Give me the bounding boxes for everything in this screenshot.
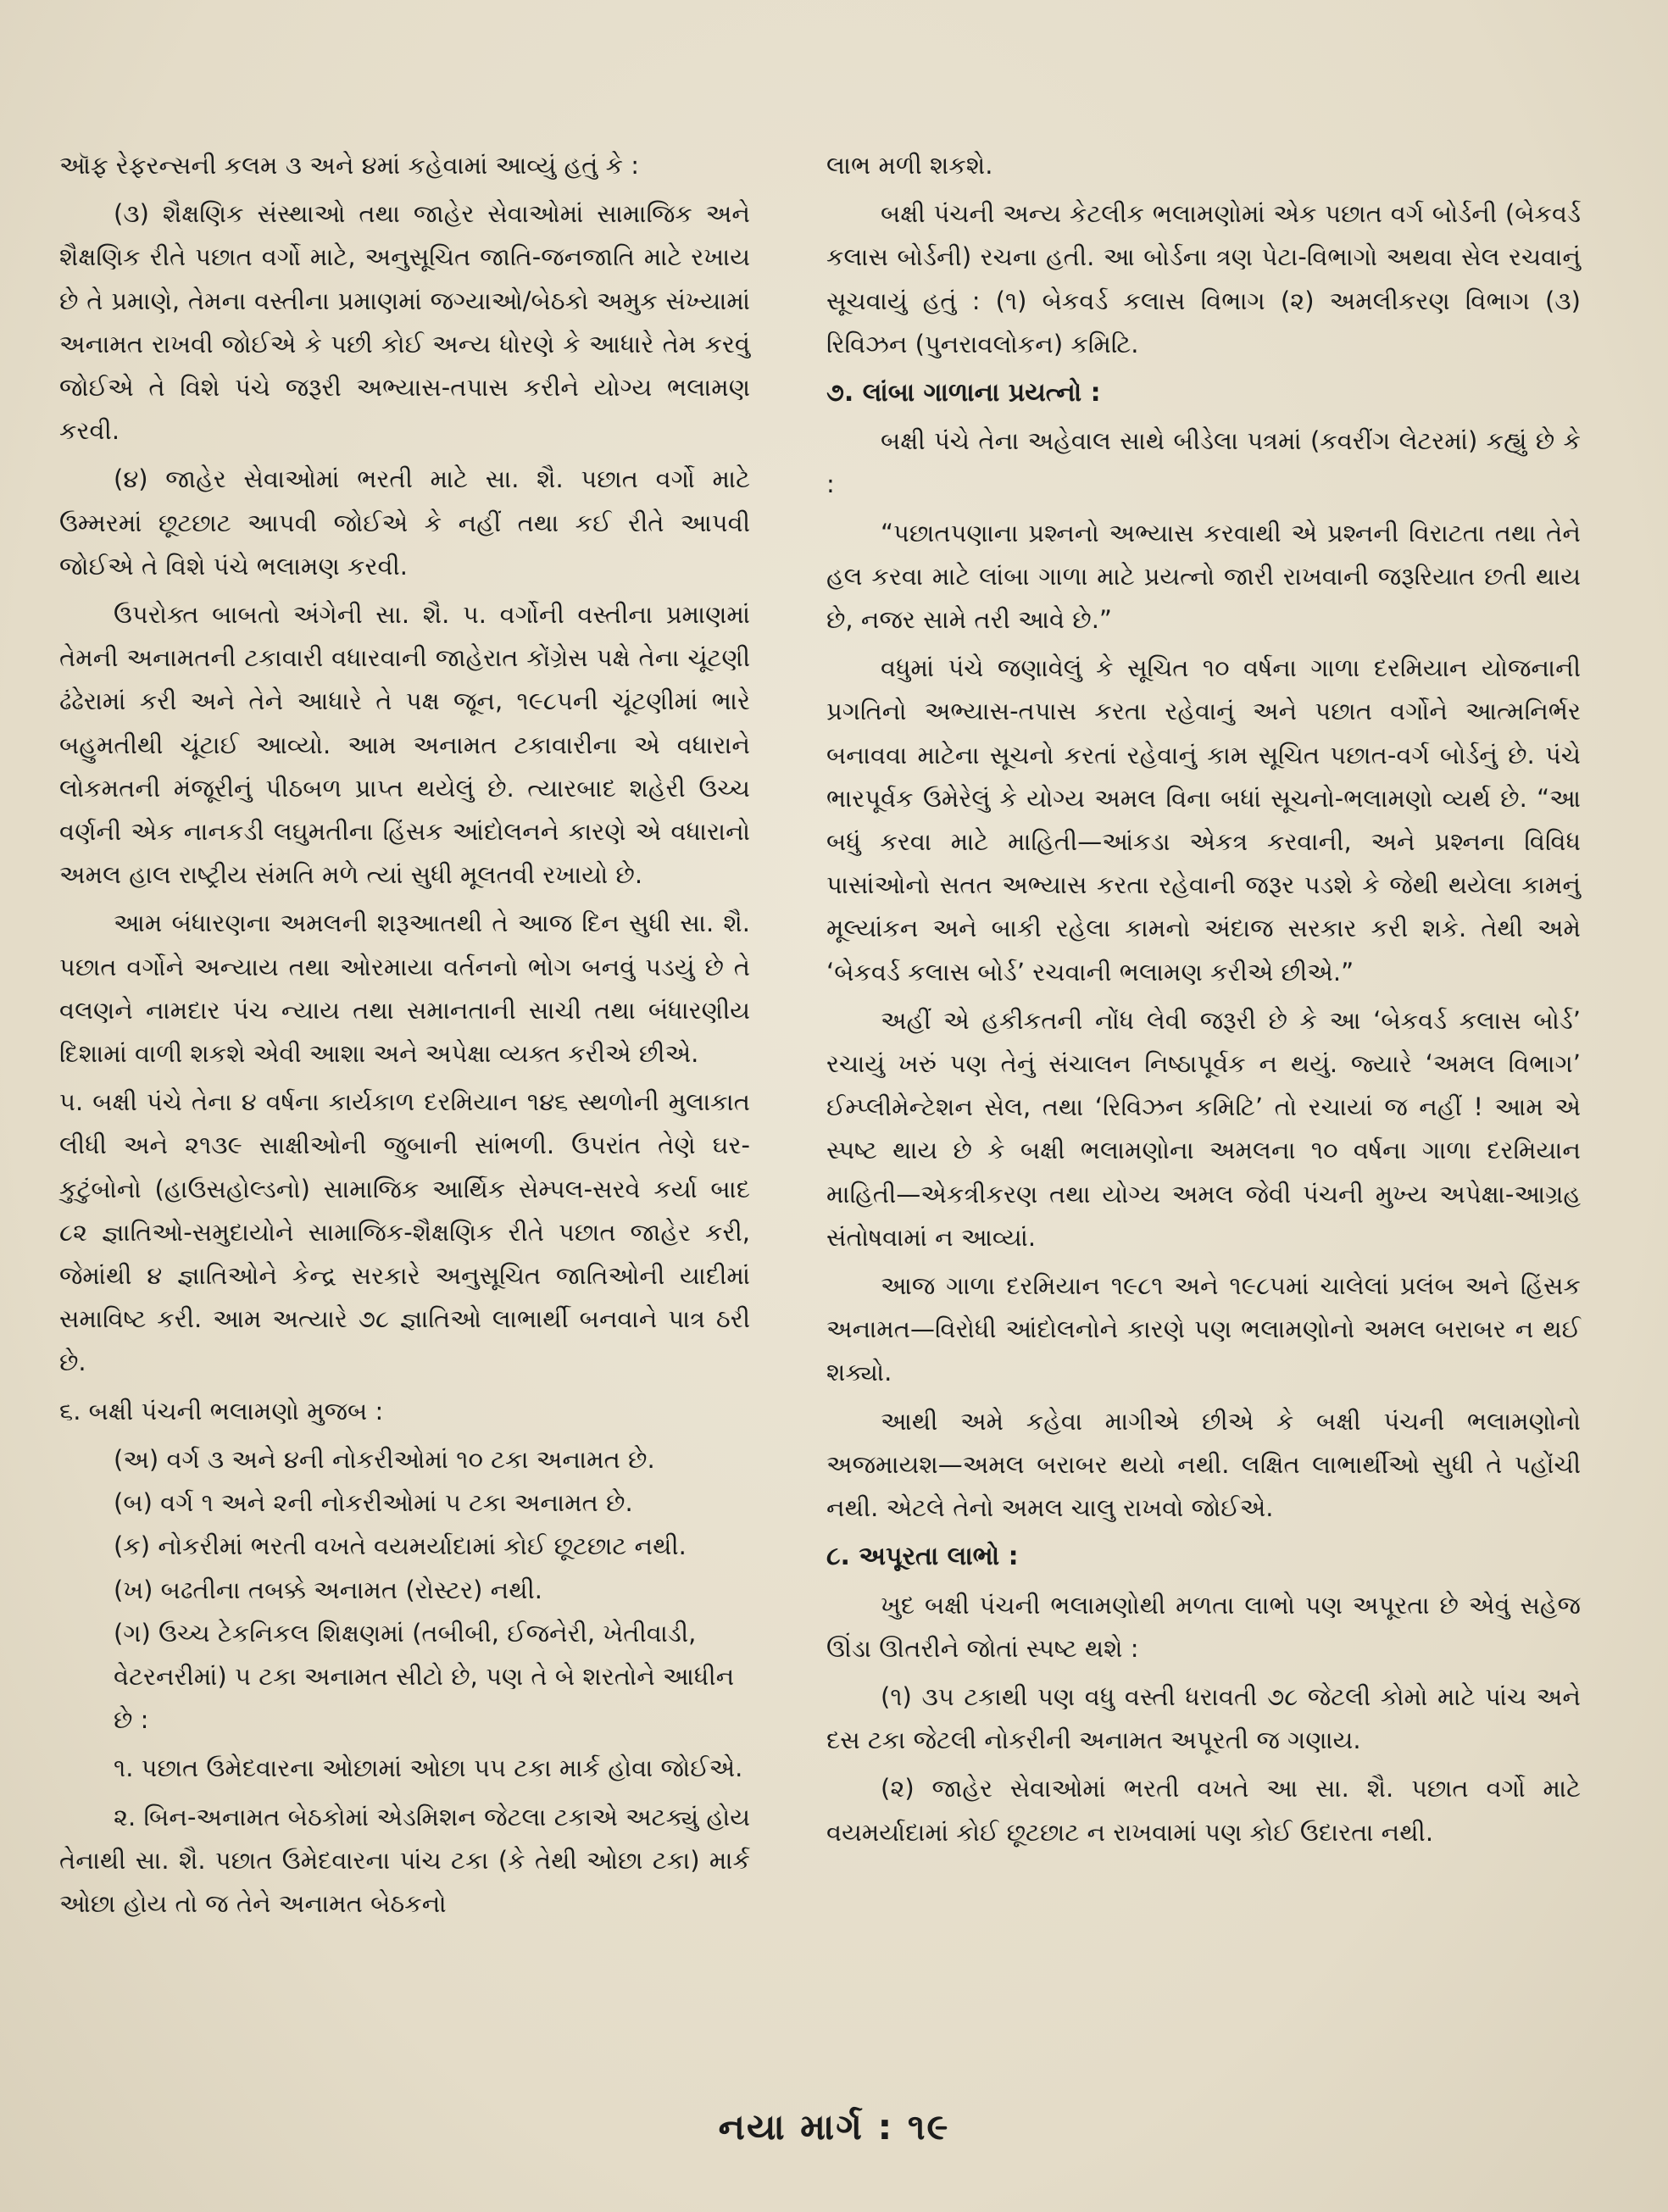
paragraph: બક્ષી પંચે તેના અહેવાલ સાથે બીડેલા પત્રમાં (કવરીંગ લેટરમાં) કહ્યું છે કે : [826, 426, 1581, 499]
paragraph: ૬. બક્ષી પંચની ભલામણો મુજબ : [59, 1396, 384, 1426]
paragraph: અહીં એ હકીકતની નોંધ લેવી જરૂરી છે કે આ ‘બેકવર્ડ કલાસ બોર્ડ’ રચાયું ખરું પણ તેનું સંચાલન નિષ્ઠાપૂર્વક ન થયું. જ્યારે ‘અમલ વિભાગ’ ઈમ્પ્લીમેન્ટેશન સેલ, તથા ‘રિવિઝન કમિટિ’ તો રચાયાં જ નહીં ! આમ એ સ્પષ્ટ થાય છે કે બક્ષી ભલામણોના અમલના ૧૦ વર્ષના ગાળા દરમિયાન માહિતી—એકત્રીકરણ તથા યોગ્ય અમલ જેવી પંચની મુખ્ય અપેક્ષા-આગ્રહ સંતોષવામાં ન આવ્યાં. [826, 1005, 1581, 1252]
page-footer: નયા માર્ગ : ૧૯ [718, 2106, 950, 2148]
paragraph: આજ ગાળા દરમિયાન ૧૯૮૧ અને ૧૯૮૫માં ચાલેલાં પ્રલંબ અને હિંસક અનામત—વિરોધી આંદોલનોને કારણે પણ ભલામણોનો અમલ બરાબર ન થઈ શક્યો. [826, 1271, 1581, 1387]
paragraph: લાભ મળી શકશે. [826, 151, 993, 180]
paragraph: આમ બંધારણના અમલની શરૂઆતથી તે આજ દિન સુધી સા. શૈ. પછાત વર્ગોને અન્યાય તથા ઓરમાયા વર્તનનો ભોગ બનવું પડયું છે તે વલણને નામદાર પંચ ન્યાય તથા સમાનતાની સાચી તથા બંધારણીય દિશામાં વાળી શકશે એવી આશા અને અપેક્ષા વ્યક્ત કરીએ છીએ. [59, 909, 750, 1069]
recommendation-list [59, 1438, 750, 1742]
paragraph: (૧) ૩૫ ટકાથી પણ વધુ વસ્તી ધરાવતી ૭૮ જેટલી કોમો માટે પાંચ અને દસ ટકા જેટલી નોકરીની અનામત અપૂરતી જ ગણાય. [826, 1681, 1581, 1755]
list-item: (બ) વર્ગ ૧ અને ૨ની નોકરીઓમાં ૫ ટકા અનામત છે. [114, 1488, 633, 1518]
list-item: (અ) વર્ગ ૩ અને ૪ની નોકરીઓમાં ૧૦ ટકા અનામત છે. [114, 1444, 655, 1474]
paragraph: ઑફ રેફરન્સની કલમ ૩ અને ૪માં કહેવામાં આવ્યું હતું કે : [59, 151, 640, 180]
paragraph: વધુમાં પંચે જણાવેલું કે સૂચિત ૧૦ વર્ષના ગાળા દરમિયાન યોજનાની પ્રગતિનો અભ્યાસ-તપાસ કરતા રહેવાનું અને પછાત વર્ગોને આત્મનિર્ભર બનાવવા માટેના સૂચનો કરતાં રહેવાનું કામ સૂચિત પછાત-વર્ગ બોર્ડનું છે. પંચે ભારપૂર્વક ઉમેરેલું કે યોગ્ય અમલ વિના બધાં સૂચનો-ભલામણો વ્યર્થ છે. “આ બધું કરવા માટે માહિતી—આંકડા એકત્ર કરવાની, અને પ્રશ્નના વિવિધ પાસાંઓનો સતત અભ્યાસ કરતા રહેવાની જરૂર પડશે કે જેથી થયેલા કામનું મૂલ્યાંકન અને બાકી રહેલા કામનો અંદાજ સરકાર કરી શકે. તેથી અમે ‘બેકવર્ડ કલાસ બોર્ડ’ રચવાની ભલામણ કરીએ છીએ.” [826, 653, 1581, 987]
right-column [826, 144, 1581, 1859]
paragraph: ખુદ બક્ષી પંચની ભલામણોથી મળતા લાભો પણ અપૂરતા છે એવું સહેજ ઊંડા ઊતરીને જોતાં સ્પષ્ટ થશે : [826, 1590, 1581, 1663]
left-column [59, 144, 750, 1931]
section-heading: ૮. અપૂરતા લાભો : [826, 1542, 1019, 1572]
paragraph: ૨. બિન-અનામત બેઠકોમાં એડમિશન જેટલા ટકાએ અટક્યું હોય તેનાથી સા. શૈ. પછાત ઉમેદવારના પાંચ ટકા (કે તેથી ઓછા ટકા) માર્ક ઓછા હોય તો જ તેને અનામત બેઠકનો [59, 1802, 750, 1918]
section-heading: ૭. લાંબા ગાળાના પ્રયત્નો : [826, 378, 1101, 408]
list-item: (ક) નોકરીમાં ભરતી વખતે વયમર્યાદામાં કોઈ છૂટછાટ નથી. [114, 1531, 687, 1561]
paragraph: બક્ષી પંચની અન્ય કેટલીક ભલામણોમાં એક પછાત વર્ગ બોર્ડની (બેકવર્ડ કલાસ બોર્ડની) રચના હતી. આ બોર્ડના ત્રણ પેટા-વિભાગો અથવા સેલ રચવાનું સૂચવાયું હતું : (૧) બેકવર્ડ કલાસ વિભાગ (૨) અમલીકરણ વિભાગ (૩) રિવિઝન (પુનરાવલોકન) કમિટિ. [826, 199, 1581, 358]
paragraph: (૨) જાહેર સેવાઓમાં ભરતી વખતે આ સા. શૈ. પછાત વર્ગો માટે વયમર્યાદામાં કોઈ છૂટછાટ ન રાખવામાં પણ કોઈ ઉદારતા નથી. [826, 1774, 1581, 1847]
paragraph: ૫. બક્ષી પંચે તેના ૪ વર્ષના કાર્યકાળ દરમિયાન ૧૪૬ સ્થળોની મુલાકાત લીધી અને ૨૧૩૯ સાક્ષીઓની જુબાની સાંભળી. ઉપરાંત તેણે ઘર-કુટુંબોનો (હાઉસહોલ્ડનો) સામાજિક આર્થિક સેમ્પલ-સરવે કર્યા બાદ ૮૨ જ્ઞાતિઓ-સમુદાયોને સામાજિક-શૈક્ષણિક રીતે પછાત જાહેર કરી, જેમાંથી ૪ જ્ઞાતિઓને કેન્દ્ર સરકારે અનુસૂચિત જાતિઓની યાદીમાં સમાવિષ્ટ કરી. આમ અત્યારે ૭૮ જ્ઞાતિઓ લાભાર્થી બનવાને પાત્ર ઠરી છે. [59, 1087, 750, 1377]
list-item: (ગ) ઉચ્ચ ટેકનિકલ શિક્ષણમાં (તબીબી, ઈજનેરી, ખેતીવાડી, વેટરનરીમાં) ૫ ટકા અનામત સીટો છે, પણ તે બે શરતોને આધીન છે : [114, 1618, 735, 1735]
paragraph: આથી અમે કહેવા માગીએ છીએ કે બક્ષી પંચની ભલામણોનો અજમાયશ—અમલ બરાબર થયો નથી. લક્ષિત લાભાર્થીઓ સુધી તે પહોંચી નથી. એટલે તેનો અમલ ચાલુ રાખવો જોઈએ. [826, 1406, 1581, 1523]
list-item: (ખ) બઢતીના તબક્કે અનામત (રોસ્ટર) નથી. [114, 1575, 543, 1604]
paragraph: ઉપરોક્ત બાબતો અંગેની સા. શૈ. પ. વર્ગોની વસ્તીના પ્રમાણમાં તેમની અનામતની ટકાવારી વધારવાની જાહેરાત કોંગ્રેસ પક્ષે તેના ચૂંટણી ઢંઢેરામાં કરી અને તેને આધારે તે પક્ષ જૂન, ૧૯૮૫ની ચૂંટણીમાં ભારે બહુમતીથી ચૂંટાઈ આવ્યો. આમ અનામત ટકાવારીના એ વધારાને લોકમતની મંજૂરીનું પીઠબળ પ્રાપ્ત થયેલું છે. ત્યારબાદ શહેરી ઉચ્ચ વર્ણની એક નાનકડી લઘુમતીના હિંસક આંદોલનને કારણે એ વધારાનો અમલ હાલ રાષ્ટ્રીય સંમતિ મળે ત્યાં સુધી મૂલતવી રખાયો છે. [59, 600, 750, 890]
quote-paragraph: “પછાતપણાના પ્રશ્નનો અભ્યાસ કરવાથી એ પ્રશ્નની વિરાટતા તથા તેને હલ કરવા માટે લાંબા ગાળા માટે પ્રયત્નો જારી રાખવાની જરૂરિયાત છતી થાય છે, નજર સામે તરી આવે છે.” [826, 518, 1581, 635]
paragraph: (૩) શૈક્ષણિક સંસ્થાઓ તથા જાહેર સેવાઓમાં સામાજિક અને શૈક્ષણિક રીતે પછાત વર્ગો માટે, અનુસૂચિત જાતિ-જનજાતિ માટે રખાય છે તે પ્રમાણે, તેમના વસ્તીના પ્રમાણમાં જગ્યાઓ/બેઠકો અમુક સંખ્યામાં અનામત રાખવી જોઈએ કે પછી કોઈ અન્ય ધોરણે કે આધારે તેમ કરવું જોઈએ તે વિશે પંચે જરૂરી અભ્યાસ-તપાસ કરીને યોગ્ય ભલામણ કરવી. [59, 199, 750, 446]
paragraph: ૧. પછાત ઉમેદવારના ઓછામાં ઓછા ૫૫ ટકા માર્ક હોવા જોઈએ. [114, 1753, 743, 1783]
paragraph: (૪) જાહેર સેવાઓમાં ભરતી માટે સા. શૈ. પછાત વર્ગો માટે ઉમ્મરમાં છૂટછાટ આપવી જોઈએ કે નહીં તથા કઈ રીતે આપવી જોઈએ તે વિશે પંચે ભલામણ કરવી. [59, 464, 750, 581]
